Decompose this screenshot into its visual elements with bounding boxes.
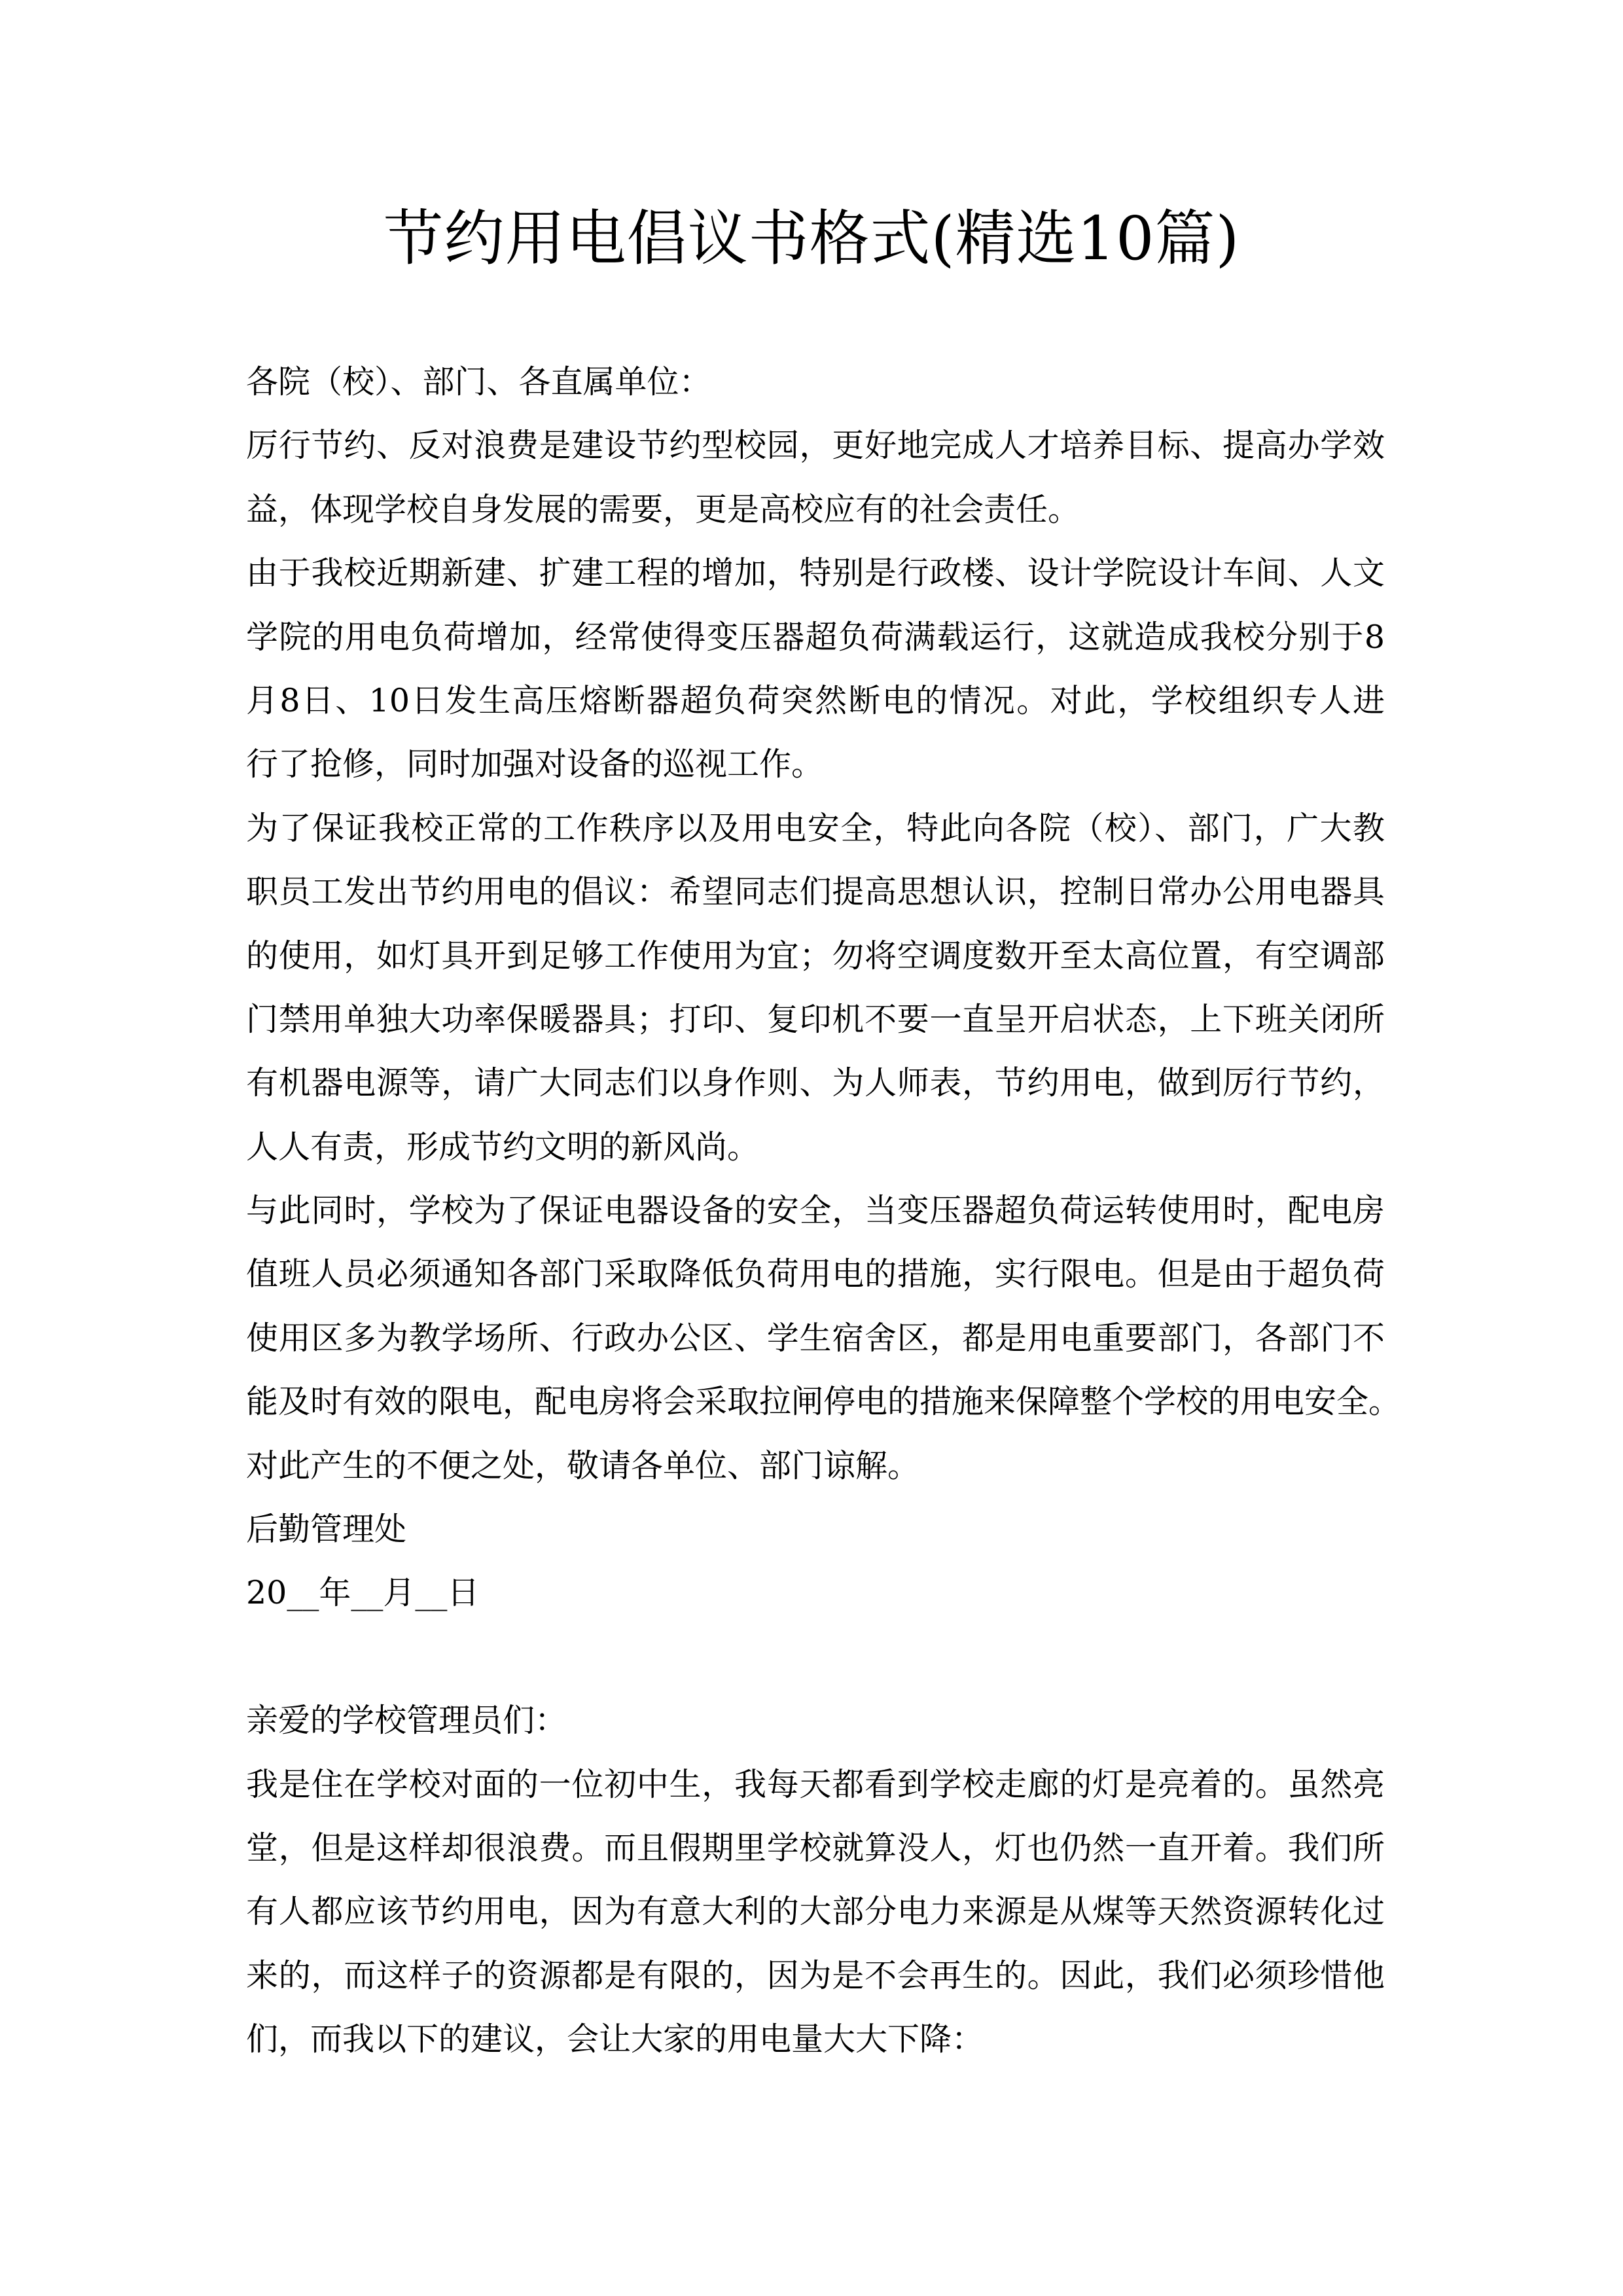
text-line: 行了抢修，同时加强对设备的巡视工作。 bbox=[246, 745, 824, 783]
text-line: 后勤管理处 bbox=[246, 1511, 407, 1549]
text-line: 人人有责，形成节约文明的新风尚。 bbox=[246, 1128, 760, 1166]
text-line: 来的，而这样子的资源都是有限的，因为是不会再生的。因此，我们必须珍惜他 bbox=[246, 1956, 1385, 1994]
text-line: 我是住在学校对面的一位初中生，我每天都看到学校走廊的灯是亮着的。虽然亮 bbox=[246, 1765, 1385, 1803]
text-line: 为了保证我校正常的工作秩序以及用电安全，特此向各院（校）、部门，广大教 bbox=[246, 809, 1385, 847]
text-line: 有人都应该节约用电，因为有意大利的大部分电力来源是从煤等天然资源转化过 bbox=[246, 1893, 1385, 1931]
text-line: 能及时有效的限电，配电房将会采取拉闸停电的措施来保障整个学校的用电安全。 bbox=[246, 1383, 1401, 1421]
blank-line bbox=[246, 1625, 1385, 1689]
text-line: 益，体现学校自身发展的需要，更是高校应有的社会责任。 bbox=[246, 490, 1080, 528]
text-line: 与此同时，学校为了保证电器设备的安全，当变压器超负荷运转使用时，配电房 bbox=[246, 1192, 1385, 1230]
text-line: 学院的用电负荷增加，经常使得变压器超负荷满载运行，这就造成我校分别于8 bbox=[246, 618, 1385, 656]
text-line: 职员工发出节约用电的倡议：希望同志们提高思想认识，控制日常办公用电器具 bbox=[246, 873, 1385, 911]
text-line: 对此产生的不便之处，敬请各单位、部门谅解。 bbox=[246, 1446, 920, 1484]
text-line: 由于我校近期新建、扩建工程的增加，特别是行政楼、设计学院设计车间、人文 bbox=[246, 554, 1385, 592]
text-line: 有机器电源等，请广大同志们以身作则、为人师表，节约用电，做到厉行节约， bbox=[246, 1064, 1385, 1102]
text-line: 门禁用单独大功率保暖器具；打印、复印机不要一直呈开启状态，上下班关闭所 bbox=[246, 1000, 1385, 1038]
text-line: 厉行节约、反对浪费是建设节约型校园，更好地完成人才培养目标、提高办学效 bbox=[246, 427, 1385, 465]
text-line: 使用区多为教学场所、行政办公区、学生宿舍区，都是用电重要部门，各部门不 bbox=[246, 1319, 1385, 1357]
text-line: 的使用，如灯具开到足够工作使用为宜；勿将空调度数开至太高位置，有空调部 bbox=[246, 937, 1385, 975]
text-line: 堂，但是这样却很浪费。而且假期里学校就算没人，灯也仍然一直开着。我们所 bbox=[246, 1829, 1385, 1867]
document-body bbox=[246, 350, 1401, 2072]
document-title: 节约用电倡议书格式(精选10篇) bbox=[383, 204, 1240, 274]
text-line: 20__年__月__日 bbox=[246, 1574, 480, 1612]
text-line: 们，而我以下的建议，会让大家的用电量大大下降： bbox=[246, 2020, 984, 2058]
text-line: 亲爱的学校管理员们： bbox=[246, 1702, 567, 1740]
text-line: 值班人员必须通知各部门采取降低负荷用电的措施，实行限电。但是由于超负荷 bbox=[246, 1255, 1385, 1293]
text-line: 月8日、10日发生高压熔断器超负荷突然断电的情况。对此，学校组织专人进 bbox=[246, 681, 1385, 719]
text-line: 各院（校）、部门、各直属单位： bbox=[246, 363, 711, 401]
